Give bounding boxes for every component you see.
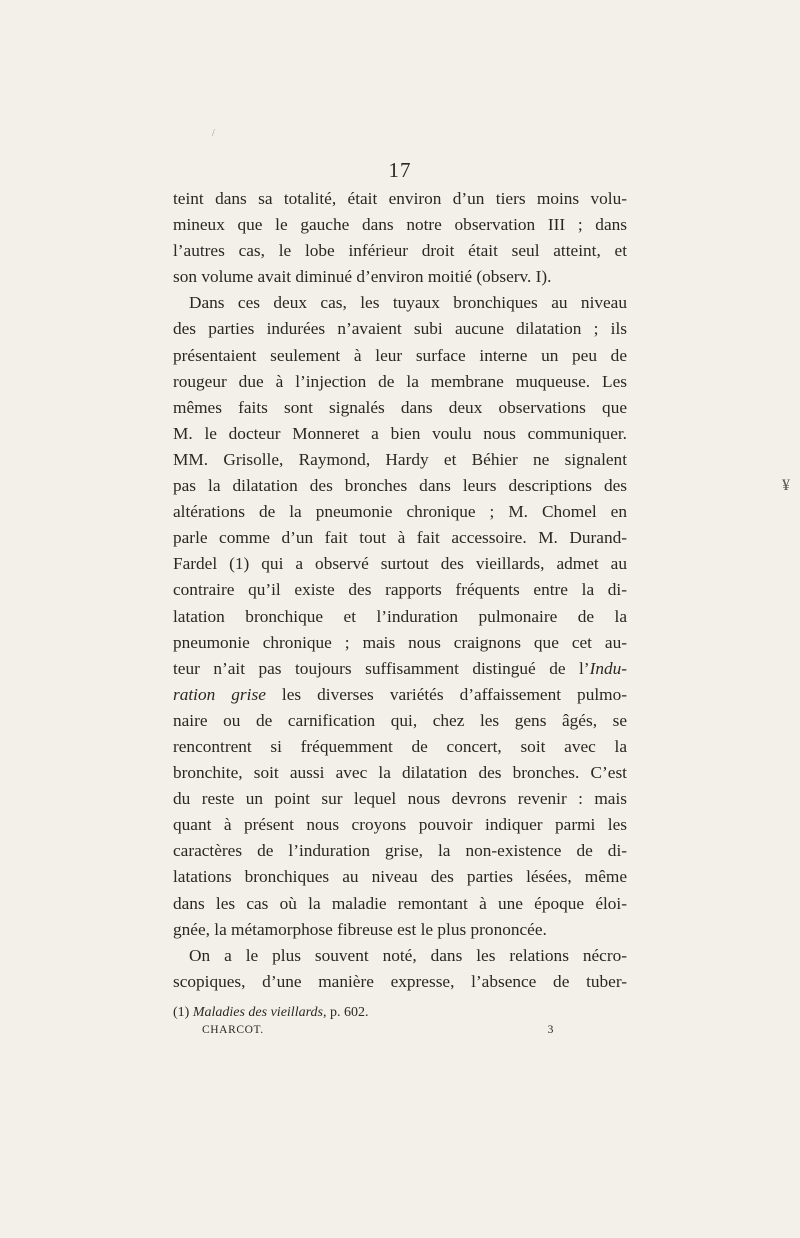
text-line: MM. Grisolle, Raymond, Hardy et Béhier ne signalent — [173, 449, 627, 469]
text-line-with-italic — [173, 656, 627, 682]
text-line: caractères de l’induration grise, la non-existence de di- — [173, 841, 627, 861]
text-line: naire ou de carnification qui, chez les gens âgés, se — [173, 710, 627, 730]
text-line: mêmes faits sont signalés dans deux observations que — [173, 397, 627, 417]
italic-fragment: Indu- — [589, 658, 627, 678]
text-line: pneumonie chronique ; mais nous craignons que cet au- — [173, 632, 627, 652]
text-fragment: les diverses variétés d’affaissement pulmo- — [265, 684, 627, 704]
signature-line — [202, 1024, 554, 1036]
footnote — [173, 1003, 627, 1022]
text-line: parle comme d’un fait tout à fait accessoire. M. Durand- — [173, 528, 627, 548]
body-text — [173, 186, 627, 995]
text-line: M. le docteur Monneret a bien voulu nous communiquer. — [173, 423, 627, 443]
text-line: rougeur due à l’injection de la membrane muqueuse. Les — [173, 371, 627, 391]
text-line: latation bronchique et l’induration pulmonaire de la — [173, 606, 627, 626]
text-line: du reste un point sur lequel nous devrons revenir : mais — [173, 789, 627, 809]
text-line: altérations de la pneumonie chronique ; M. Chomel en — [173, 502, 627, 522]
margin-mark: ¥ — [782, 477, 790, 494]
text-line: Dans ces deux cas, les tuyaux bronchiques au niveau — [189, 293, 627, 313]
text-line: dans les cas où la maladie remontant à une époque éloi- — [173, 893, 627, 913]
text-line-with-italic — [173, 682, 627, 708]
signature-sheet: 3 — [547, 1024, 554, 1036]
text-line: des parties indurées n’avaient subi aucune dilatation ; ils — [173, 319, 627, 339]
text-line: présentaient seulement à leur surface interne un peu de — [173, 345, 627, 365]
signature-author: CHARCOT. — [202, 1024, 264, 1036]
text-line: Fardel (1) qui a observé surtout des vieillards, admet au — [173, 554, 627, 574]
text-line: quant à présent nous croyons pouvoir indiquer parmi les — [173, 815, 627, 835]
italic-fragment: ration grise — [173, 684, 266, 704]
text-line: bronchite, soit aussi avec la dilatation des bronches. C’est — [173, 763, 627, 783]
text-line: teint dans sa totalité, était environ d’un tiers moins volu- — [173, 189, 627, 208]
text-line: scopiques, d’une manière expresse, l’absence de tuber- — [173, 971, 627, 991]
page-number: 17 — [388, 158, 412, 182]
text-line: son volume avait diminué d’environ moitié (observ. I). — [173, 267, 552, 287]
stray-mark: / — [212, 128, 215, 139]
text-line: latations bronchiques au niveau des parties lésées, même — [173, 867, 627, 887]
text-fragment: teur n’ait pas toujours suffisamment distingué de l’ — [173, 658, 590, 678]
text-line: pas la dilatation des bronches dans leurs descriptions des — [173, 476, 627, 496]
text-line: gnée, la métamorphose fibreuse est le plus prononcée. — [173, 919, 547, 939]
text-line: On a le plus souvent noté, dans les relations nécro- — [189, 945, 627, 965]
text-line: contraire qu’il existe des rapports fréquents entre la di- — [173, 580, 627, 600]
text-line: mineux que le gauche dans notre observation III ; dans — [173, 215, 627, 235]
footnote-marker: (1) — [173, 1005, 193, 1020]
footnote-title: Maladies des vieillards — [192, 1005, 323, 1020]
footnote-rest: , p. 602. — [322, 1005, 369, 1020]
text-line: l’autres cas, le lobe inférieur droit était seul atteint, et — [173, 241, 627, 261]
text-line: rencontrent si fréquemment de concert, soit avec la — [173, 736, 627, 756]
